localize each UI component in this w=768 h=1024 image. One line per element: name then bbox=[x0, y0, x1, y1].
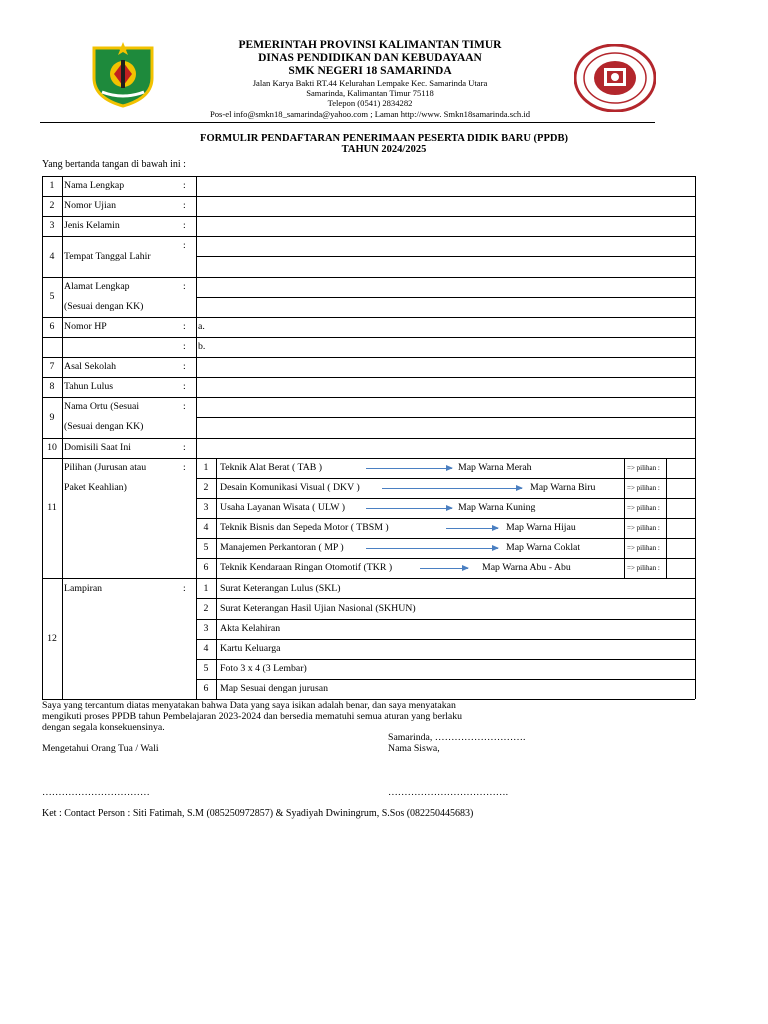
row-4-colon: : bbox=[183, 240, 186, 251]
attachment-4-name: Kartu Keluarga bbox=[220, 643, 281, 654]
row-6-label: Nomor HP bbox=[64, 321, 107, 332]
origin-school-field[interactable] bbox=[197, 358, 694, 377]
arrow-right-icon bbox=[366, 508, 452, 509]
major-3-pick-label: => pilihan : bbox=[627, 504, 660, 512]
student-signature-line[interactable]: ………………………………. bbox=[388, 787, 509, 798]
row-9-number: 9 bbox=[49, 412, 55, 423]
major-3-number: 3 bbox=[203, 502, 209, 513]
row-10-number: 10 bbox=[47, 442, 57, 453]
row-5-label-sub: (Sesuai dengan KK) bbox=[64, 301, 144, 312]
row-2-number: 2 bbox=[49, 200, 55, 211]
major-2-pick-label: => pilihan : bbox=[627, 484, 660, 492]
row-9-colon: : bbox=[183, 401, 186, 412]
major-3-folder: Map Warna Kuning bbox=[458, 502, 536, 513]
header-line-2: DINAS PENDIDIKAN DAN KEBUDAYAAN bbox=[258, 52, 482, 64]
major-2-pick-field[interactable] bbox=[667, 479, 694, 498]
row-7-colon: : bbox=[183, 361, 186, 372]
row-2-colon: : bbox=[183, 200, 186, 211]
row-11-label: Pilihan (Jurusan atau bbox=[64, 462, 147, 473]
attachment-6-number: 6 bbox=[203, 683, 209, 694]
row-1-label: Nama Lengkap bbox=[64, 180, 125, 191]
major-4-number: 4 bbox=[203, 522, 209, 533]
parent-name-field[interactable] bbox=[197, 398, 694, 437]
row-6b-colon: : bbox=[183, 341, 186, 352]
major-1-pick-label: => pilihan : bbox=[627, 464, 660, 472]
major-1-pick-field[interactable] bbox=[667, 459, 694, 478]
major-2-folder: Map Warna Biru bbox=[530, 482, 596, 493]
row-1-number: 1 bbox=[49, 180, 55, 191]
row-12-number: 12 bbox=[47, 633, 57, 644]
school-seal-icon bbox=[574, 44, 656, 112]
header-email: Pos-el info@smkn18_samarinda@yahoo.com ; Laman http://www. Smkn18samarinda.sch.id bbox=[209, 109, 531, 119]
row-7-label: Asal Sekolah bbox=[64, 361, 116, 372]
major-5-name: Manajemen Perkantoran ( MP ) bbox=[220, 542, 344, 553]
row-6-number: 6 bbox=[49, 321, 55, 332]
full-name-field[interactable] bbox=[197, 177, 694, 196]
row-12-label: Lampiran bbox=[64, 583, 103, 594]
row-9-label: Nama Ortu (Sesuai bbox=[64, 401, 140, 412]
major-2-number: 2 bbox=[203, 482, 209, 493]
header-divider bbox=[40, 122, 655, 123]
major-3-name: Usaha Layanan Wisata ( ULW ) bbox=[220, 502, 346, 513]
gender-field[interactable] bbox=[197, 217, 694, 236]
major-6-pick-field[interactable] bbox=[667, 559, 694, 578]
major-6-folder: Map Warna Abu - Abu bbox=[482, 562, 571, 573]
row-10-colon: : bbox=[183, 442, 186, 453]
arrow-right-icon bbox=[382, 488, 522, 489]
graduation-year-field[interactable] bbox=[197, 378, 694, 397]
arrow-right-icon bbox=[366, 468, 452, 469]
province-emblem-icon bbox=[88, 38, 158, 108]
header-address-2: Samarinda, Kalimantan Timur 75118 bbox=[306, 88, 434, 98]
phone-b-label: b. bbox=[198, 341, 206, 352]
signature-place-date: Samarinda, ………………………. bbox=[388, 732, 526, 743]
major-3-pick-field[interactable] bbox=[667, 499, 694, 518]
major-6-number: 6 bbox=[203, 562, 209, 573]
arrow-right-icon bbox=[420, 568, 468, 569]
row-12-colon: : bbox=[183, 583, 186, 594]
row-1-colon: : bbox=[183, 180, 186, 191]
row-9-label-sub: (Sesuai dengan KK) bbox=[64, 421, 144, 432]
address-field[interactable] bbox=[197, 278, 694, 317]
contact-note: Ket : Contact Person : Siti Fatimah, S.M (085250972857) & Syadiyah Dwiningrum, S.Sos (082250445683) bbox=[42, 808, 474, 819]
birth-place-date-field[interactable] bbox=[197, 237, 694, 276]
attachment-1-number: 1 bbox=[203, 583, 209, 594]
major-4-folder: Map Warna Hijau bbox=[506, 522, 576, 533]
attachment-3-name: Akta Kelahiran bbox=[220, 623, 281, 634]
major-5-folder: Map Warna Coklat bbox=[506, 542, 581, 553]
header-address-1: Jalan Karya Bakti RT.44 Kelurahan Lempake Kec. Samarinda Utara bbox=[252, 78, 488, 88]
phone-a-field[interactable] bbox=[208, 318, 694, 337]
header-line-1: PEMERINTAH PROVINSI KALIMANTAN TIMUR bbox=[238, 39, 502, 51]
major-1-name: Teknik Alat Berat ( TAB ) bbox=[220, 462, 323, 473]
parent-signature-label: Mengetahui Orang Tua / Wali bbox=[42, 743, 159, 754]
statement-line-3: dengan segala konsekuensinya. bbox=[42, 722, 165, 733]
major-5-number: 5 bbox=[203, 542, 209, 553]
attachment-6-name: Map Sesuai dengan jurusan bbox=[220, 683, 329, 694]
row-4-number: 4 bbox=[49, 251, 55, 262]
phone-b-field[interactable] bbox=[208, 338, 694, 357]
form-intro: Yang bertanda tangan di bawah ini : bbox=[42, 159, 186, 170]
form-title: FORMULIR PENDAFTARAN PENERIMAAN PESERTA DIDIK BARU (PPDB) bbox=[200, 133, 568, 144]
row-8-label: Tahun Lulus bbox=[64, 381, 114, 392]
row-7-number: 7 bbox=[49, 361, 55, 372]
row-5-colon: : bbox=[183, 281, 186, 292]
row-4-label: Tempat Tanggal Lahir bbox=[64, 251, 151, 262]
row-10-label: Domisili Saat Ini bbox=[64, 442, 131, 453]
attachment-4-number: 4 bbox=[203, 643, 209, 654]
row-11-colon: : bbox=[183, 462, 186, 473]
attachment-1-name: Surat Keterangan Lulus (SKL) bbox=[220, 583, 341, 594]
row-8-number: 8 bbox=[49, 381, 55, 392]
major-4-pick-label: => pilihan : bbox=[627, 524, 660, 532]
major-6-pick-label: => pilihan : bbox=[627, 564, 660, 572]
row-5-label: Alamat Lengkap bbox=[64, 281, 130, 292]
form-year: TAHUN 2024/2025 bbox=[341, 144, 427, 155]
attachment-5-number: 5 bbox=[203, 663, 209, 674]
phone-a-label: a. bbox=[198, 321, 205, 332]
major-4-name: Teknik Bisnis dan Sepeda Motor ( TBSM ) bbox=[220, 522, 389, 533]
row-5-number: 5 bbox=[49, 291, 55, 302]
student-signature-label: Nama Siswa, bbox=[388, 743, 440, 754]
arrow-right-icon bbox=[366, 548, 498, 549]
row-11-number: 11 bbox=[47, 502, 57, 513]
major-4-pick-field[interactable] bbox=[667, 519, 694, 538]
row-11-label-sub: Paket Keahlian) bbox=[64, 482, 127, 493]
major-2-name: Desain Komunikasi Visual ( DKV ) bbox=[220, 482, 360, 493]
header-phone: Telepon (0541) 2834282 bbox=[327, 98, 413, 108]
attachment-5-name: Foto 3 x 4 (3 Lembar) bbox=[220, 663, 307, 674]
row-2-label: Nomor Ujian bbox=[64, 200, 116, 211]
statement-line-2: mengikuti proses PPDB tahun Pembelajaran 2023-2024 dan bersedia mematuhi semua aturan yang berlaku bbox=[42, 711, 463, 722]
row-3-label: Jenis Kelamin bbox=[64, 220, 120, 231]
major-1-folder: Map Warna Merah bbox=[458, 462, 532, 473]
major-1-number: 1 bbox=[203, 462, 209, 473]
row-8-colon: : bbox=[183, 381, 186, 392]
major-5-pick-field[interactable] bbox=[667, 539, 694, 558]
header-line-3: SMK NEGERI 18 SAMARINDA bbox=[288, 65, 452, 77]
major-5-pick-label: => pilihan : bbox=[627, 544, 660, 552]
exam-number-field[interactable] bbox=[197, 197, 694, 216]
statement-line-1: Saya yang tercantum diatas menyatakan bahwa Data yang saya isikan adalah benar, dan saya menyatakan bbox=[42, 700, 456, 711]
major-6-name: Teknik Kendaraan Ringan Otomotif (TKR ) bbox=[220, 562, 393, 573]
attachment-2-name: Surat Keterangan Hasil Ujian Nasional (SKHUN) bbox=[220, 603, 416, 614]
domicile-field[interactable] bbox=[197, 439, 694, 458]
row-3-number: 3 bbox=[49, 220, 55, 231]
row-3-colon: : bbox=[183, 220, 186, 231]
arrow-right-icon bbox=[446, 528, 498, 529]
row-6a-colon: : bbox=[183, 321, 186, 332]
attachment-2-number: 2 bbox=[203, 603, 209, 614]
attachment-3-number: 3 bbox=[203, 623, 209, 634]
parent-signature-line[interactable]: …………………………… bbox=[42, 787, 150, 798]
